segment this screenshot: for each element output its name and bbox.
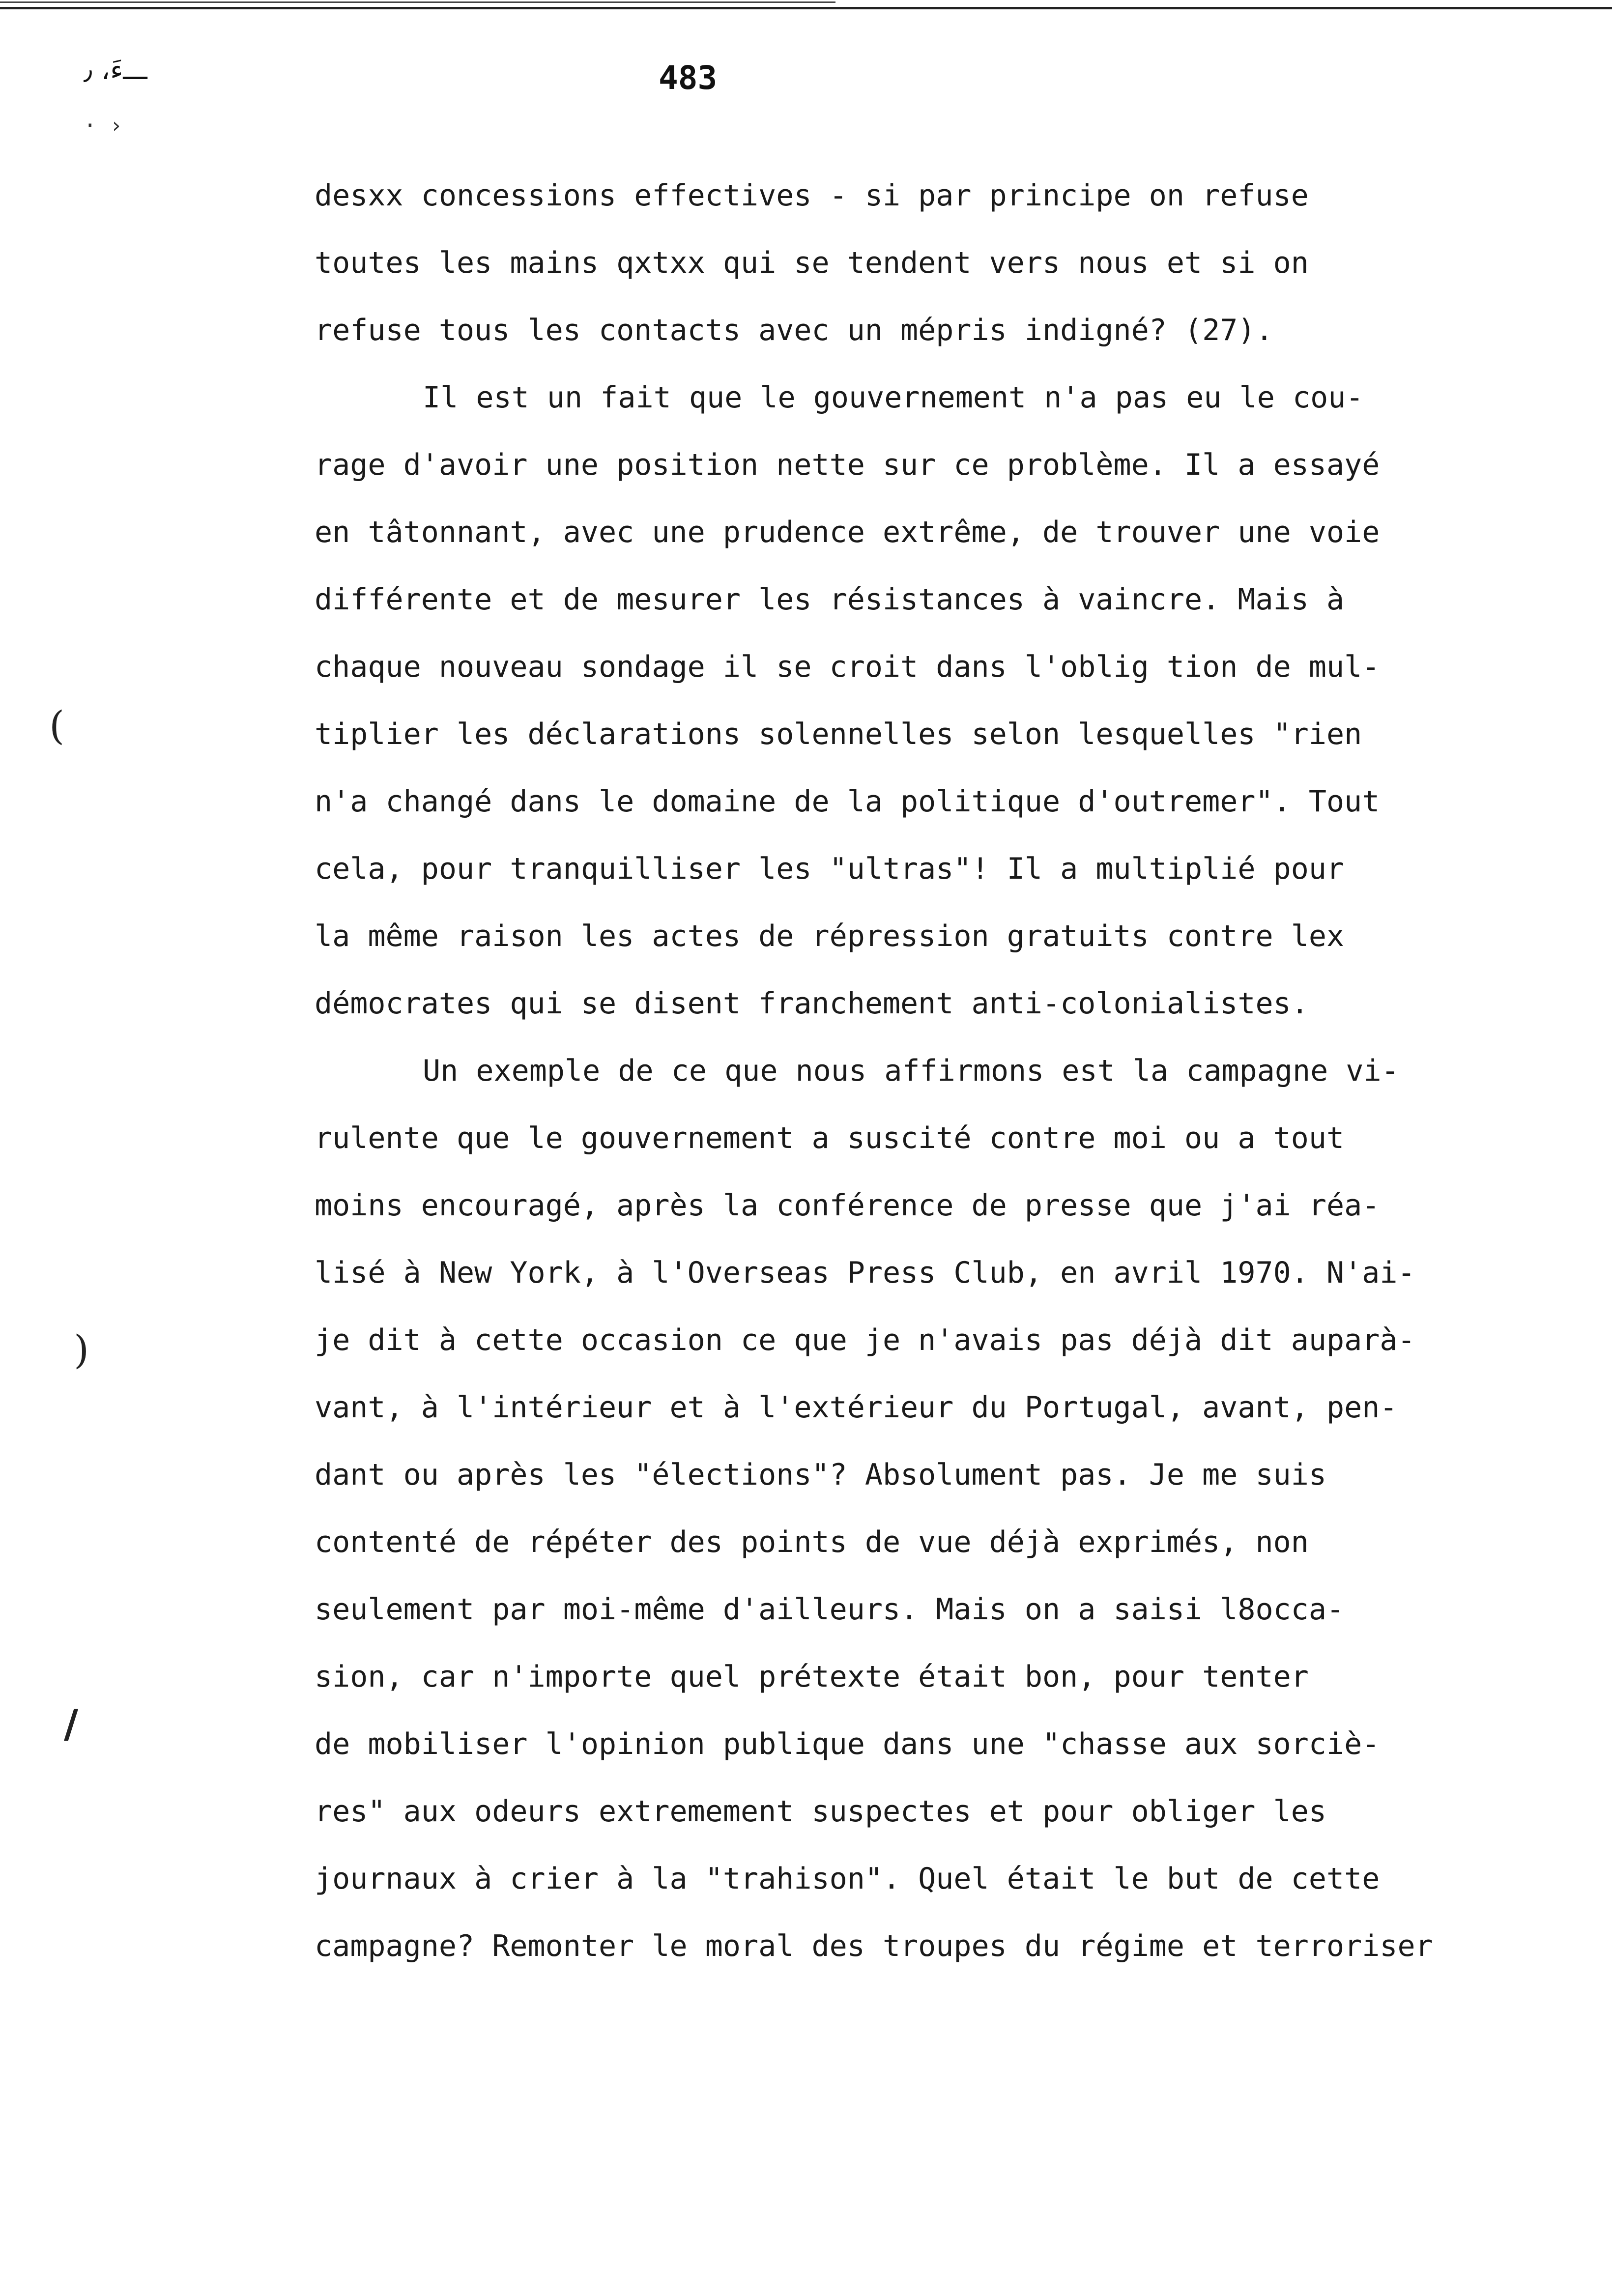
text-line: Un exemple de ce que nous affirmons est la campagne vi-: [423, 1054, 1399, 1088]
text-line: contenté de répéter des points de vue déjà exprimés, non: [315, 1525, 1309, 1559]
text-line: moins encouragé, après la conférence de presse que j'ai réa-: [315, 1188, 1380, 1223]
page-number: 483: [659, 59, 718, 97]
text-line: res" aux odeurs extremement suspectes et pour obliger les: [315, 1794, 1327, 1829]
text-line: desxx concessions effectives - si par principe on refuse: [315, 178, 1309, 213]
margin-stroke-mark: /: [64, 1700, 79, 1747]
text-line: vant, à l'intérieur et à l'extérieur du Portugal, avant, pen-: [315, 1390, 1398, 1425]
text-line: différente et de mesurer les résistances à vaincre. Mais à: [315, 582, 1345, 617]
text-line: tiplier les déclarations solennelles selon lesquelles "rien: [315, 717, 1362, 751]
text-line: Il est un fait que le gouvernement n'a pas eu le cou-: [423, 380, 1364, 415]
text-line: toutes les mains qxtxx qui se tendent vers nous et si on: [315, 246, 1309, 280]
text-line: démocrates qui se disent franchement anti-colonialistes.: [315, 986, 1309, 1021]
text-line: je dit à cette occasion ce que je n'avais pas déjà dit auparà-: [315, 1323, 1415, 1357]
corner-handwritten-mark: ـــءَ، ٫: [84, 54, 147, 86]
text-line: refuse tous les contacts avec un mépris indigné? (27).: [315, 313, 1273, 347]
body-text: [315, 162, 1612, 1980]
text-line: la même raison les actes de répression gratuits contre lex: [315, 919, 1345, 953]
text-line: cela, pour tranquilliser les "ultras"! Il a multiplié pour: [315, 852, 1345, 886]
text-line: rage d'avoir une position nette sur ce problème. Il a essayé: [315, 448, 1380, 482]
text-line: seulement par moi-même d'ailleurs. Mais on a saisi l8occa-: [315, 1592, 1345, 1627]
corner-dots: · ›: [84, 113, 123, 138]
top-border-line: [0, 7, 1612, 9]
text-line: de mobiliser l'opinion publique dans une "chasse aux sorciè-: [315, 1727, 1380, 1761]
text-line: n'a changé dans le domaine de la politique d'outremer". Tout: [315, 784, 1380, 819]
text-line: sion, car n'importe quel prétexte était bon, pour tenter: [315, 1660, 1309, 1694]
text-line: en tâtonnant, avec une prudence extrême, de trouver une voie: [315, 515, 1380, 549]
text-line: dant ou après les "élections"? Absolument pas. Je me suis: [315, 1458, 1327, 1492]
text-line: rulente que le gouvernement a suscité contre moi ou a tout: [315, 1121, 1345, 1155]
text-line: lisé à New York, à l'Overseas Press Club, en avril 1970. N'ai-: [315, 1256, 1415, 1290]
margin-bracket-mark: (: [49, 703, 65, 748]
top-edge-line: [0, 1, 835, 3]
text-line: journaux à crier à la "trahison". Quel était le but de cette: [315, 1862, 1380, 1896]
text-line: chaque nouveau sondage il se croit dans l'oblig tion de mul-: [315, 650, 1380, 684]
margin-bracket-mark: ): [74, 1327, 89, 1373]
text-line: campagne? Remonter le moral des troupes du régime et terroriser: [315, 1929, 1433, 1963]
